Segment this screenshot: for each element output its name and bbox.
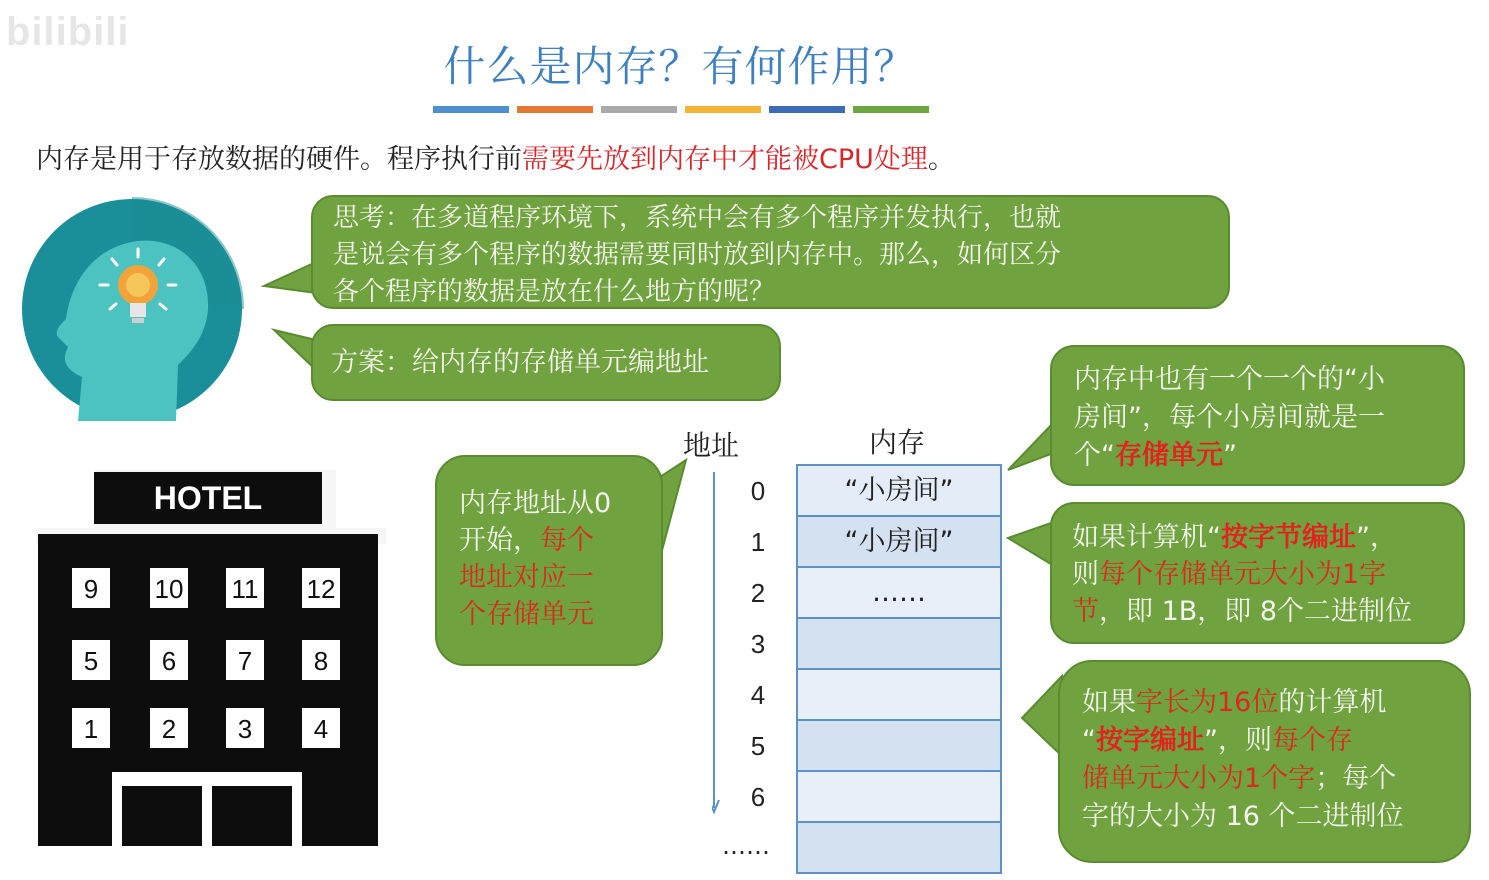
word-line: 字的大小为 16 个二进制位 xyxy=(1082,801,1404,832)
memory-cell: “小房间” xyxy=(796,464,1002,517)
hotel-room-number: 9 xyxy=(83,574,99,604)
intro-end: 。 xyxy=(927,144,955,175)
storage-unit-highlight: 存储单元 xyxy=(1115,440,1223,471)
word-line xyxy=(1082,760,1461,798)
address-bubble xyxy=(435,455,663,666)
address-ellipsis: …… xyxy=(722,832,770,860)
hotel-room-number: 3 xyxy=(237,714,253,744)
hotel-room-number: 7 xyxy=(237,646,253,676)
byte-text: 则 xyxy=(1072,559,1099,590)
thinking-line: 是说会有多个程序的数据需要同时放到内存中。那么，如何区分 xyxy=(333,240,1062,270)
address-bubble-text: 开始， xyxy=(459,525,540,556)
memory-cell: …… xyxy=(796,566,1002,619)
memory-cells xyxy=(796,464,1002,874)
storage-unit-text: 个“ xyxy=(1074,440,1115,471)
memory-cell xyxy=(796,821,1002,874)
word-highlight: 1个字 xyxy=(1244,763,1316,794)
plan-bubble: 方案：给内存的存储单元编地址 xyxy=(311,324,781,401)
address-number: 3 xyxy=(750,629,766,659)
hotel-room-number: 5 xyxy=(83,646,99,676)
thinking-bubble xyxy=(311,195,1230,309)
word-text: “ xyxy=(1082,725,1096,756)
word-highlight: 储单元大小为 xyxy=(1082,763,1244,794)
address-number: 5 xyxy=(750,731,766,761)
word-highlight: 字长为16位 xyxy=(1136,687,1279,718)
hotel-room-number: 6 xyxy=(161,646,177,676)
hotel-sign: HOTEL xyxy=(153,480,263,516)
address-list xyxy=(735,466,781,823)
word-line xyxy=(1082,722,1461,760)
address-bubble-highlight: 个存储单元 xyxy=(459,599,594,630)
word-highlight: 每个存 xyxy=(1272,725,1353,756)
address-number: 4 xyxy=(750,680,766,710)
hotel-room-number: 4 xyxy=(313,714,329,744)
address-arrow-down-icon xyxy=(712,472,724,816)
byte-highlight: 1字 xyxy=(1342,559,1387,590)
hotel-room-number: 1 xyxy=(83,714,99,744)
byte-highlight: 按字节编址 xyxy=(1221,522,1356,553)
word-line xyxy=(1082,684,1461,722)
address-label: 地址 xyxy=(683,429,740,462)
hotel-room-number: 12 xyxy=(306,574,336,604)
memory-cell xyxy=(796,617,1002,670)
address-bubble-highlight: 地址对应一 xyxy=(459,562,594,593)
storage-unit-line xyxy=(1074,437,1449,475)
word-addressing-bubble xyxy=(1058,660,1471,863)
memory-cell xyxy=(796,719,1002,772)
hotel-room-number: 2 xyxy=(161,714,177,744)
address-number: 1 xyxy=(750,527,766,557)
byte-highlight: 节 xyxy=(1072,596,1099,627)
thinking-line: 各个程序的数据是放在什么地方的呢？ xyxy=(333,277,776,307)
byte-addressing-bubble xyxy=(1050,502,1465,644)
memory-cell: “小房间” xyxy=(796,515,1002,568)
byte-highlight: 每个存储单元大小为 xyxy=(1099,559,1342,590)
memory-cell xyxy=(796,668,1002,721)
storage-unit-line: 房间”，每个小房间就是一 xyxy=(1074,402,1385,433)
word-text: ”，则 xyxy=(1204,725,1272,756)
bilibili-watermark: bilibili xyxy=(6,10,130,54)
address-number: 6 xyxy=(750,782,766,812)
word-text: ；每个 xyxy=(1315,763,1397,794)
storage-unit-line: 内存中也有一个一个的“小 xyxy=(1074,364,1385,395)
address-number: 2 xyxy=(750,578,766,608)
memory-label: 内存 xyxy=(869,426,926,459)
address-number: 0 xyxy=(750,476,766,506)
slide-title: 什么是内存？有何作用？ xyxy=(443,42,917,91)
address-bubble-line: 内存地址从0 xyxy=(459,488,612,519)
intro-highlight: 需要先放到内存中才能被CPU处理 xyxy=(522,144,928,175)
hotel-building-icon xyxy=(36,470,386,850)
memory-cell xyxy=(796,770,1002,823)
storage-unit-bubble xyxy=(1050,345,1465,486)
thinking-line: 思考：在多道程序环境下，系统中会有多个程序并发执行，也就 xyxy=(333,203,1062,233)
hotel-room-number: 11 xyxy=(231,574,259,604)
address-bubble-line xyxy=(459,522,651,559)
word-highlight: 按字编址 xyxy=(1096,725,1204,756)
hotel-room-number: 8 xyxy=(313,646,329,676)
intro-text: 内存是用于存放数据的硬件。程序执行前 xyxy=(36,144,522,175)
byte-line xyxy=(1072,556,1455,593)
word-text: 如果 xyxy=(1082,687,1136,718)
byte-text: ，即 1B，即 8个二进制位 xyxy=(1099,596,1413,627)
address-bubble-highlight: 每个 xyxy=(540,525,594,556)
byte-text: 如果计算机“ xyxy=(1072,522,1221,553)
byte-text: ”， xyxy=(1356,522,1397,553)
byte-line xyxy=(1072,519,1455,556)
byte-line xyxy=(1072,593,1455,630)
storage-unit-text: ” xyxy=(1223,440,1237,471)
word-text: 的计算机 xyxy=(1278,687,1387,718)
hotel-room-number: 10 xyxy=(154,574,184,604)
